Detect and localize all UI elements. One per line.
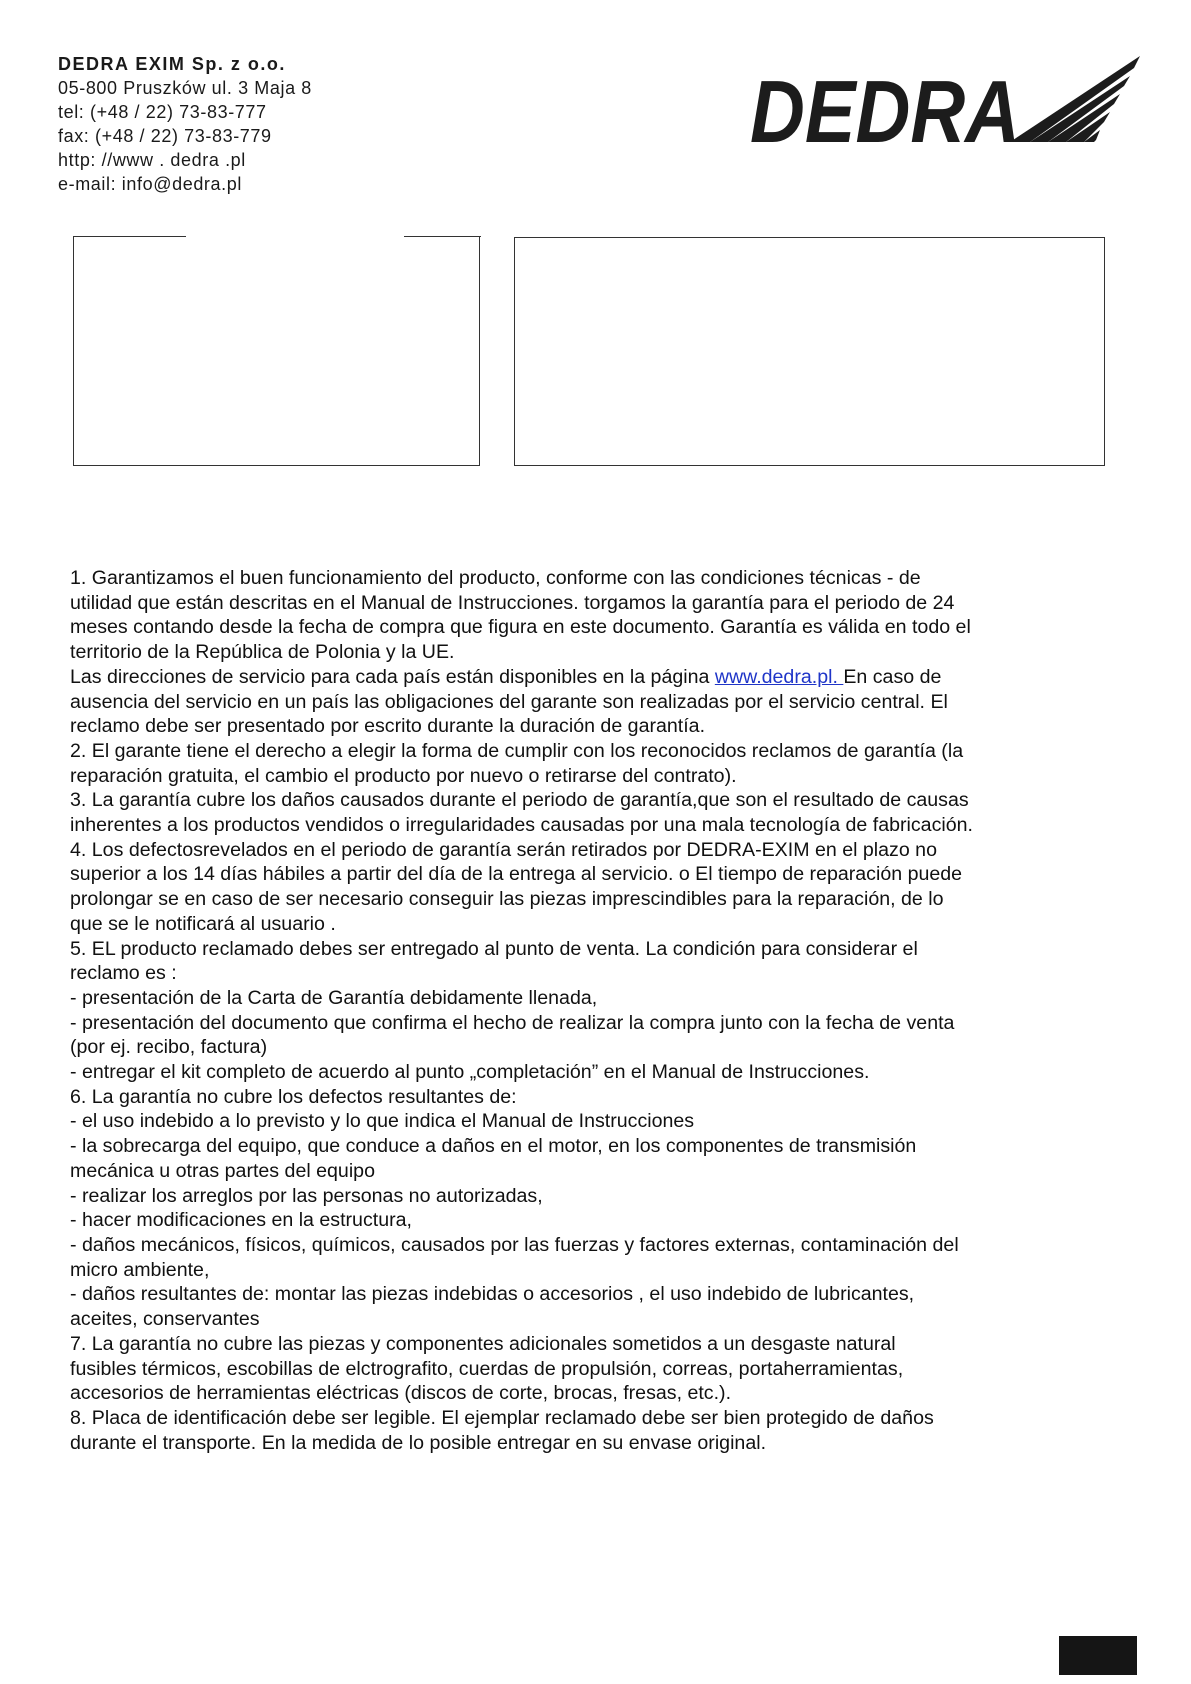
website-link[interactable]: www.dedra.pl. <box>714 665 844 688</box>
wing-icon <box>1010 56 1140 142</box>
text-line: reclamo debe ser presentado por escrito durante la duración de garantía. <box>70 715 706 738</box>
stamp-box <box>73 236 480 466</box>
company-email: e-mail: info@dedra.pl <box>58 174 242 194</box>
text-line: - daños resultantes de: montar las piezas indebidas o accesorios , el uso indebido de lubricantes, <box>70 1283 915 1306</box>
text-line: Las direcciones de servicio para cada país están disponibles en la página www.dedra.pl. En caso de <box>70 665 942 688</box>
company-name: DEDRA EXIM Sp. z o.o. <box>58 54 286 74</box>
warranty-terms <box>70 566 1130 1455</box>
text-line: 5. EL producto reclamado debes ser entregado al punto de venta. La condición para considerar el <box>70 937 918 960</box>
text-line: mecánica u otras partes del equipo <box>70 1159 375 1182</box>
text-line: 7. La garantía no cubre las piezas y componentes adicionales sometidos a un desgaste natural <box>70 1332 896 1355</box>
text-line: que se le notificará al usuario . <box>70 912 336 935</box>
text-line: prolongar se en caso de ser necesario conseguir las piezas imprescindibles para la reparación, de lo <box>70 888 944 911</box>
text-line: - el uso indebido a lo previsto y lo que indica el Manual de Instrucciones <box>70 1110 695 1133</box>
text-line: 2. El garante tiene el derecho a elegir la forma de cumplir con los reconocidos reclamos de garantía (la <box>70 739 964 762</box>
product-info-box <box>514 237 1105 466</box>
text-line: durante el transporte. En la medida de lo posible entregar en su envase original. <box>70 1431 767 1454</box>
text-line: reparación gratuita, el cambio el producto por nuevo o retirarse del contrato). <box>70 764 737 787</box>
dedra-logo-text: DEDRA <box>750 62 1020 146</box>
company-tel: tel: (+48 / 22) 73-83-777 <box>58 102 267 122</box>
text-line: - presentación del documento que confirma el hecho de realizar la compra junto con la fecha de venta <box>70 1011 955 1034</box>
text-line: - daños mecánicos, físicos, químicos, causados por las fuerzas y factores externas, contaminación del <box>70 1233 959 1256</box>
text-line: - entregar el kit completo de acuerdo al punto „completación” en el Manual de Instrucciones. <box>70 1061 870 1084</box>
company-address: 05-800 Pruszków ul. 3 Maja 8 <box>58 78 312 98</box>
text-line: 4. Los defectosrevelados en el periodo de garantía serán retirados por DEDRA-EXIM en el plazo no <box>70 838 937 861</box>
text-line: reclamo es : <box>70 962 177 985</box>
text-line: - realizar los arreglos por las personas no autorizadas, <box>70 1184 543 1207</box>
dedra-logo <box>748 54 1140 146</box>
text-line: fusibles térmicos, escobillas de elctrografito, cuerdas de propulsión, correas, portaherramientas, <box>70 1357 904 1380</box>
text-line: ausencia del servicio en un país las obligaciones del garante son realizadas por el servicio central. El <box>70 690 948 713</box>
text-line: accesorios de herramientas eléctricas (discos de corte, brocas, fresas, etc.). <box>70 1382 732 1405</box>
text-line: territorio de la República de Polonia y la UE. <box>70 641 455 664</box>
text-line: inherentes a los productos vendidos o irregularidades causadas por una mala tecnología de fabricación. <box>70 814 973 837</box>
text-line: - la sobrecarga del equipo, que conduce a daños en el motor, en los componentes de transmisión <box>70 1135 917 1158</box>
text-line: 6. La garantía no cubre los defectos resultantes de: <box>70 1085 517 1108</box>
text-line: (por ej. recibo, factura) <box>70 1036 268 1059</box>
text-line: 3. La garantía cubre los daños causados durante el periodo de garantía,que son el resultado de causas <box>70 789 969 812</box>
text-line: - hacer modificaciones en la estructura, <box>70 1209 412 1232</box>
text-line: superior a los 14 días hábiles a partir del día de la entrega al servicio. o El tiempo de reparación puede <box>70 863 963 886</box>
text-line: meses contando desde la fecha de compra que figura en este documento. Garantía es válida en todo el <box>70 616 971 639</box>
text-line: 1. Garantizamos el buen funcionamiento del producto, conforme con las condiciones técnicas - de <box>70 567 921 589</box>
company-website: http: //www . dedra .pl <box>58 150 246 170</box>
company-fax: fax: (+48 / 22) 73-83-779 <box>58 126 272 146</box>
text-line: - presentación de la Carta de Garantía debidamente llenada, <box>70 986 598 1009</box>
text-line: aceites, conservantes <box>70 1308 260 1331</box>
page-tab-marker <box>1059 1636 1137 1675</box>
company-info <box>58 52 312 196</box>
text-line: 8. Placa de identificación debe ser legible. El ejemplar reclamado debe ser bien protegido de daños <box>70 1406 934 1429</box>
text-line: utilidad que están descritas en el Manual de Instrucciones. torgamos la garantía para el periodo de 24 <box>70 591 955 614</box>
text-line: micro ambiente, <box>70 1258 210 1281</box>
